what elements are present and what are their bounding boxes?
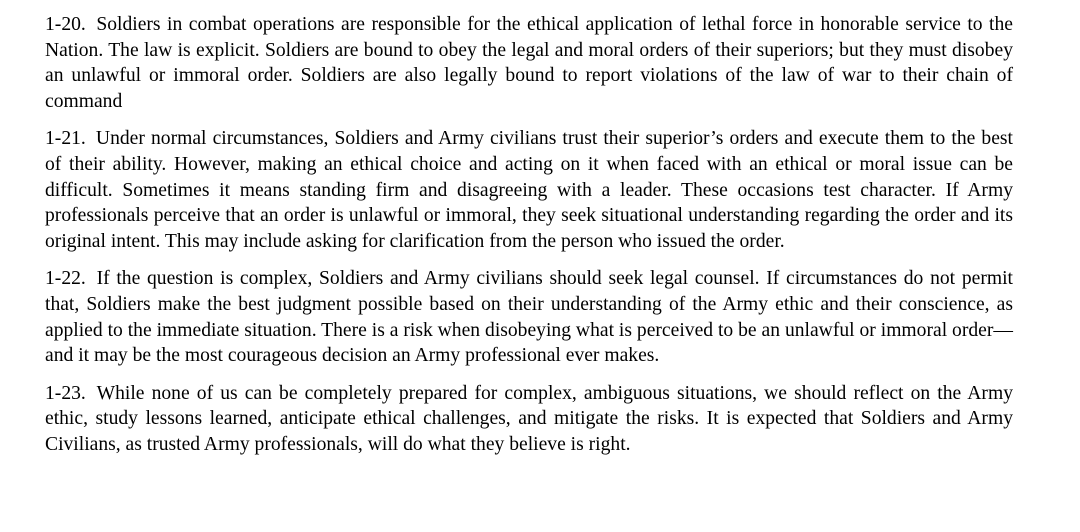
paragraph-text: Under normal circumstances, Soldiers and Army civilians trust their superior’s orders and execute them to the best of their ability. However, making an ethical choice and acting on it when faced with an ethical or moral issue can be difficult. Sometimes it means standing firm and disagreeing with a leader. These occasions test character. If Army professionals perceive that an order is unlawful or immoral, they seek situational understanding regarding the order and its original intent. This may include asking for clarification from the person who issued the order. bbox=[45, 128, 1013, 252]
paragraph-text: Soldiers in combat operations are responsible for the ethical application of lethal force in honorable service to the Nation. The law is explicit. Soldiers are bound to obey the legal and moral orders of their superiors; but they must disobey an unlawful or immoral order. Soldiers are also legally bound to report violations of the law of war to their chain of command bbox=[45, 14, 1013, 112]
paragraph-1-21 bbox=[45, 126, 1013, 254]
paragraph-number: 1-20. bbox=[45, 14, 86, 35]
paragraph-number: 1-22. bbox=[45, 268, 86, 290]
paragraph-text: While none of us can be completely prepared for complex, ambiguous situations, we should reflect on the Army ethic, study lessons learned, anticipate ethical challenges, and mitigate the risks. It is expected that Soldiers and Army Civilians, as trusted Army professionals, will do what they believe is right. bbox=[45, 382, 1013, 455]
paragraph-number: 1-23. bbox=[45, 382, 86, 404]
paragraph-1-23 bbox=[45, 381, 1013, 458]
document-page bbox=[45, 12, 1013, 470]
paragraph-1-20 bbox=[45, 12, 1013, 114]
paragraph-number: 1-21. bbox=[45, 128, 86, 150]
paragraph-1-22 bbox=[45, 266, 1013, 368]
paragraph-text: If the question is complex, Soldiers and Army civilians should seek legal counsel. If circumstances do not permit that, Soldiers make the best judgment possible based on their understanding of the Army ethic and their conscience, as applied to the immediate situation. There is a risk when disobeying what is perceived to be an unlawful or immoral order—and it may be the most courageous decision an Army professional ever makes. bbox=[45, 268, 1013, 367]
